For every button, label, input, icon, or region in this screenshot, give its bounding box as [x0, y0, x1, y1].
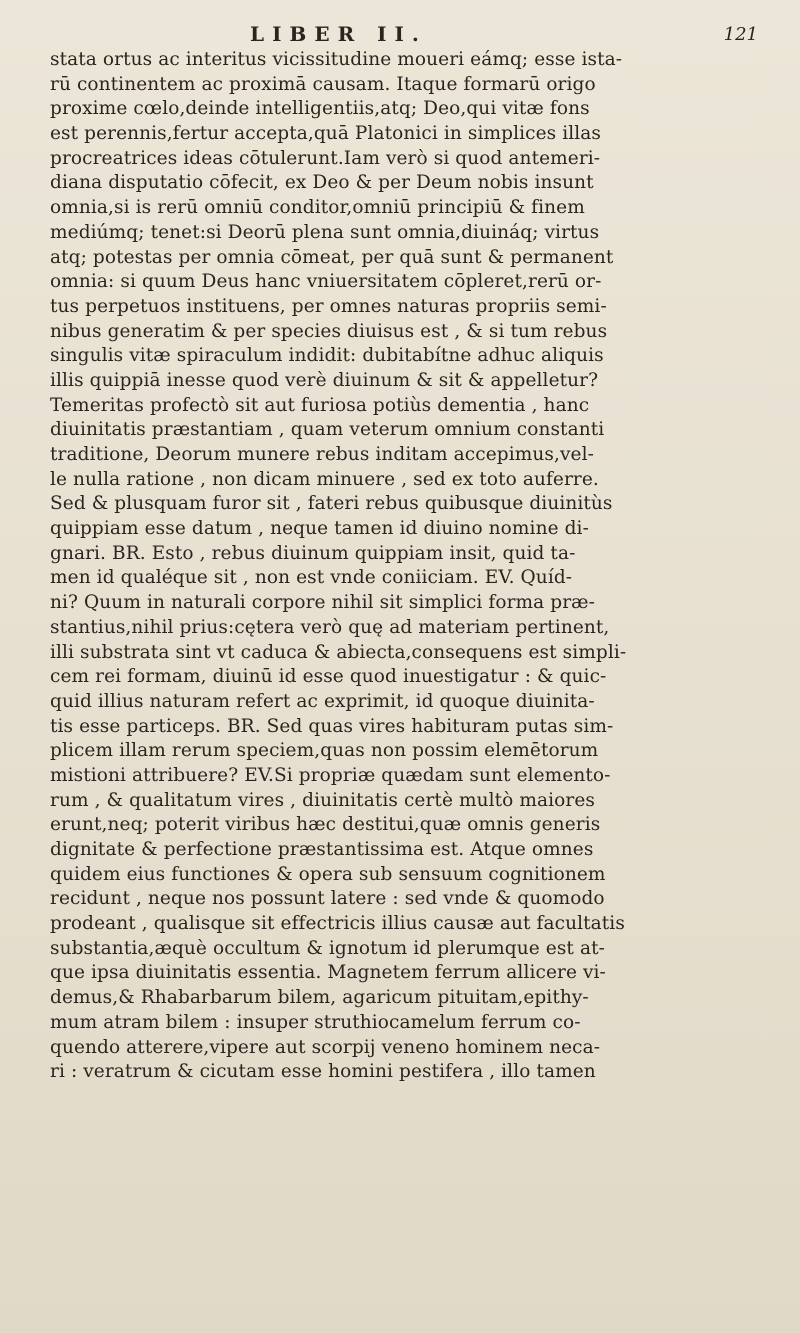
text-line: illis quippiā inesse quod verè diuinum & sit & appelletur?: [50, 369, 599, 391]
text-line: Sed & plusquam furor sit , fateri rebus quibusque diuinitùs: [50, 493, 613, 515]
text-line: Temeritas profectò sit aut furiosa potiùs dementia , hanc: [50, 394, 590, 416]
text-line: le nulla ratione , non dicam minuere , sed ex toto auferre.: [50, 468, 599, 490]
text-line: est perennis,fertur accepta,quā Platonici in simplices illas: [50, 123, 601, 145]
text-line: procreatrices ideas cōtulerunt.Iam verò si quod antemeri-: [50, 147, 601, 169]
text-line: omnia,si is rerū omniū conditor,omniū principiū & finem: [50, 197, 585, 219]
text-line: erunt,neq; poterit viribus hæc destitui,quæ omnis generis: [50, 814, 601, 836]
text-line: atq; potestas per omnia cōmeat, per quā sunt & permanent: [50, 246, 614, 268]
text-line: stata ortus ac interitus vicissitudine moueri eámq; esse ista-: [50, 49, 623, 70]
text-line: ri : veratrum & cicutam esse homini pestifera , illo tamen: [50, 1061, 596, 1083]
text-line: tis esse particeps. BR. Sed quas vires habituram putas sim-: [50, 715, 614, 737]
text-line: demus,& Rhabarbarum bilem, agaricum pituitam,epithy-: [50, 987, 589, 1009]
text-block: [50, 48, 790, 1085]
text-line: mistioni attribuere? EV.Si propriæ quædam sunt elemento-: [50, 764, 611, 786]
text-line: mediúmq; tenet:si Deorū plena sunt omnia,diuináq; virtus: [50, 221, 600, 243]
text-line: nibus generatim & per species diuisus est , & si tum rebus: [50, 320, 608, 342]
text-line: plicem illam rerum speciem,quas non possim elemētorum: [50, 740, 599, 762]
text-line: tus perpetuos instituens, per omnes naturas propriis semi-: [50, 295, 607, 317]
text-line: gnari. BR. Esto , rebus diuinum quippiam insit, quid ta-: [50, 542, 576, 564]
text-line: dignitate & perfectione præstantissima est. Atque omnes: [50, 839, 594, 860]
text-line: proxime cœlo,deinde intelligentiis,atq; Deo,qui vitæ fons: [50, 98, 590, 120]
running-head: LIBER II.: [250, 22, 427, 46]
text-line: diana disputatio cōfecit, ex Deo & per Deum nobis insunt: [50, 172, 594, 194]
text-line: quendo atterere,vipere aut scorpij veneno hominem neca-: [50, 1036, 601, 1058]
text-line: quid illius naturam refert ac exprimit, id quoque diuinita-: [50, 690, 595, 712]
text-line: rum , & qualitatum vires , diuinitatis certè multò maiores: [50, 789, 596, 811]
page-header: [0, 8, 800, 48]
text-line: quidem eius functiones & opera sub sensuum cognitionem: [50, 863, 606, 885]
text-line: omnia: si quum Deus hanc vniuersitatem cōpleret,rerū or-: [50, 271, 602, 293]
text-line: traditione, Deorum munere rebus inditam accepimus,vel-: [50, 444, 594, 465]
text-line: que ipsa diuinitatis essentia. Magnetem ferrum allicere vi-: [50, 962, 606, 984]
text-line: recidunt , neque nos possunt latere : sed vnde & quomodo: [50, 888, 605, 910]
text-line: cem rei formam, diuinū id esse quod inuestigatur : & quic-: [50, 666, 607, 688]
text-line: prodeant , qualisque sit effectricis illius causæ aut facultatis: [50, 913, 625, 935]
text-line: singulis vitæ spiraculum indidit: dubitabítne adhuc aliquis: [50, 345, 604, 367]
text-line: diuinitatis præstantiam , quam veterum omnium constanti: [50, 419, 605, 441]
text-line: ni? Quum in naturali corpore nihil sit simplici forma præ-: [50, 592, 596, 614]
text-line: mum atram bilem : insuper struthiocamelum ferrum co-: [50, 1011, 581, 1033]
text-line: illi substrata sint vt caduca & abiecta,consequens est simpli-: [50, 641, 627, 663]
text-line: men id qualéque sit , non est vnde coniiciam. EV. Quíd-: [50, 567, 573, 589]
text-line: rū continentem ac proximā causam. Itaque formarū origo: [50, 73, 596, 95]
page-number: 121: [723, 24, 758, 45]
text-line: stantius,nihil prius:cętera verò quę ad materiam pertinent,: [50, 616, 610, 638]
text-line: quippiam esse datum , neque tamen id diuino nomine di-: [50, 518, 589, 540]
text-line: substantia,æquè occultum & ignotum id plerumque est at-: [50, 937, 605, 959]
